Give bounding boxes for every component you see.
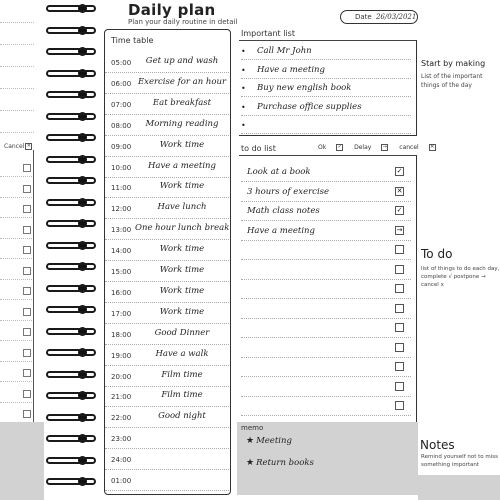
left-page-checkbox[interactable] [23,369,31,377]
time-slot: 11:00 [111,184,132,193]
notes-side-title: Notes [420,438,455,452]
bullet-icon: • [241,121,246,130]
memo-item-text: Meeting [256,436,292,446]
bullet-icon: • [241,102,246,112]
left-page-checkbox[interactable] [23,185,31,193]
todo-status-checkbox[interactable] [395,245,404,254]
time-table-row[interactable] [105,345,229,366]
time-table-row[interactable] [105,115,229,136]
time-table-title: Time table [111,36,154,45]
left-page-line [0,66,34,67]
time-slot: 21:00 [111,393,132,402]
left-page-divider [33,150,34,422]
todo-list-item[interactable] [241,279,411,299]
bullet-icon: • [241,84,246,93]
legend-cancel: cancel ✕ [399,144,435,151]
left-page-line [0,110,34,111]
important-list-item[interactable] [241,116,411,134]
star-icon: ★ [246,458,255,468]
important-item-text: Have a meeting [257,64,325,75]
spiral-wire [46,457,96,464]
left-page-checkbox[interactable] [23,308,31,316]
spiral-wire [46,70,96,77]
spiral-coil [40,368,102,382]
activity-text: Work time [159,181,205,192]
spiral-wire [46,156,96,163]
activity-text: Work time [159,265,205,275]
date-field[interactable] [340,10,418,24]
spiral-wire [46,199,96,206]
todo-list-item[interactable] [241,162,411,182]
time-table-row[interactable] [105,282,229,303]
left-page-checkbox[interactable] [23,328,31,336]
todo-status-checkbox[interactable] [395,343,404,352]
activity-text: Work time [159,139,205,150]
left-page-line [0,258,34,259]
important-list-frame-bottom [239,135,417,136]
time-slot: 06:00 [111,79,132,88]
time-slot: 18:00 [111,330,132,339]
start-side-description: List of the important things of the day [421,73,483,89]
activity-text: Film time [161,390,203,401]
important-list-header-line [239,40,417,41]
time-table-row[interactable] [105,324,229,345]
time-table-row[interactable] [105,240,229,261]
legend-ok: Ok ✓ [318,144,342,151]
date-value: 26/03/2021 [375,13,417,21]
activity-text: Have a walk [155,348,209,359]
time-table-row[interactable] [105,407,229,428]
memo-item-text: Return books [256,458,314,468]
spiral-wire [46,134,96,141]
left-page-line [0,132,34,133]
time-slot: 24:00 [111,456,132,465]
spiral-coil [40,346,102,360]
page-subtitle: Plan your daily routine in detail [128,18,238,26]
important-list-item[interactable] [241,61,411,79]
spiral-coil [40,260,102,274]
todo-list-frame-right [416,156,417,422]
todo-status-checkbox[interactable] [395,382,404,391]
left-page-checkbox[interactable] [23,390,31,398]
todo-status-checkbox[interactable] [395,265,404,274]
todo-list-item[interactable] [241,182,411,202]
todo-status-checkbox[interactable] [395,362,404,371]
left-page-memo-area [0,422,44,500]
spiral-wire [46,91,96,98]
time-slot: 09:00 [111,142,132,151]
spiral-coil [40,88,102,102]
time-slot: 08:00 [111,121,132,130]
todo-status-checkbox[interactable] [395,304,404,313]
activity-text: Morning reading [145,118,219,129]
activity-text: One hour lunch break [135,223,230,234]
activity-text: Good Dinner [154,327,210,338]
left-page-checkbox[interactable] [23,164,31,172]
spiral-coil [40,67,102,81]
left-page-checkbox[interactable] [23,226,31,234]
time-table-row[interactable] [105,157,229,178]
spiral-wire [46,349,96,356]
todo-list-item[interactable] [241,221,411,241]
spiral-coil [40,2,102,16]
cancel-x-icon: ✕ [430,144,435,150]
left-page-line [0,197,34,198]
time-slot: 12:00 [111,205,132,214]
spiral-wire [46,177,96,184]
spiral-wire [46,220,96,227]
bullet-icon: • [241,65,246,75]
time-table-row[interactable] [105,261,229,282]
todo-list-item[interactable] [241,377,411,397]
activity-text: Have lunch [157,202,207,213]
ok-check-icon: ✓ [337,144,342,150]
time-table-row[interactable] [105,303,229,324]
spiral-coil [40,45,102,59]
time-slot: 17:00 [111,309,132,318]
todo-legend [318,144,445,151]
spiral-coil [40,196,102,210]
todo-status-checkbox[interactable] [395,284,404,293]
time-slot: 22:00 [111,414,132,423]
todo-list-title: to do list [241,144,276,153]
activity-text: Work time [159,306,205,317]
spiral-coil [40,110,102,124]
date-label: Date [355,13,372,21]
start-side-title: Start by making [421,59,486,68]
left-page-line [0,44,34,45]
activity-text: Work time [159,244,205,255]
delay-arrow-icon: → [382,144,387,150]
legend-delay: Delay → [354,144,387,151]
time-table-row[interactable] [105,52,229,73]
left-cancel-legend [4,143,32,150]
time-slot: 07:00 [111,100,132,109]
left-page-line [0,279,34,280]
todo-status-checkbox[interactable]: ✕ [396,186,403,195]
spiral-coil [40,411,102,425]
spiral-wire [46,27,96,34]
left-page-line [0,176,34,177]
spiral-coil [40,432,102,446]
time-table-row[interactable] [105,470,229,491]
important-list-frame-right [416,40,417,136]
todo-list-item[interactable] [241,318,411,338]
important-item-text: Call Mr John [257,46,312,56]
activity-text: Get up and wash [145,56,219,66]
todo-side-description: list of things to do each day, complete √ postpone → cancel x [421,266,500,288]
spiral-coil [40,325,102,339]
time-table-row[interactable] [105,136,229,157]
time-slot: 13:00 [111,226,132,235]
spiral-wire [46,414,96,421]
time-table-row[interactable] [105,428,229,449]
time-table [104,29,231,495]
todo-side-title: To do [421,247,453,261]
todo-item-text: 3 hours of exercise [247,186,330,197]
time-slot: 19:00 [111,351,132,360]
left-page-checkbox[interactable] [23,349,31,357]
spiral-wire [46,285,96,292]
important-list-item[interactable] [241,98,411,116]
spiral-coil [40,217,102,231]
spiral-wire [46,48,96,55]
spiral-coil [40,24,102,38]
memo-item[interactable] [246,458,314,468]
activity-text: Exercise for an hour [137,76,227,87]
left-page-checkbox[interactable] [23,287,31,295]
left-page-line [0,299,34,300]
todo-list-item[interactable] [241,396,411,416]
left-page-line [0,238,34,239]
todo-list-item[interactable] [241,299,411,319]
time-slot: 20:00 [111,372,132,381]
spiral-wire [46,306,96,313]
spiral-wire [46,328,96,335]
spiral-wire [46,263,96,270]
todo-list-item[interactable] [241,201,411,221]
left-page-line [0,361,34,362]
time-table-row[interactable] [105,94,229,115]
time-table-row[interactable] [105,177,229,198]
left-page-line [0,88,34,89]
important-list-item[interactable] [241,79,411,97]
important-list-item[interactable] [241,42,411,60]
left-page-line [0,22,34,23]
time-table-row[interactable] [105,386,229,407]
left-page-checkbox[interactable] [23,246,31,254]
todo-status-checkbox[interactable] [395,401,404,410]
todo-item-text: Look at a book [247,167,311,177]
activity-text: Have a meeting [148,160,216,171]
time-slot: 01:00 [111,477,132,485]
left-page-line [0,340,34,341]
left-page-line [0,381,34,382]
activity-text: Work time [159,285,205,296]
bullet-icon: • [241,47,246,56]
spiral-coil [40,153,102,167]
spiral-wire [46,371,96,378]
time-table-row[interactable] [105,73,229,94]
todo-list-item[interactable] [241,260,411,280]
left-page-line [0,320,34,321]
spiral-wire [46,435,96,442]
time-slot: 14:00 [111,247,132,256]
time-table-row[interactable] [105,219,229,240]
todo-list-item[interactable] [241,357,411,377]
time-slot: 16:00 [111,288,132,297]
spiral-coil [40,454,102,468]
todo-list-item[interactable] [241,338,411,358]
time-slot: 23:00 [111,435,132,444]
time-slot: 15:00 [111,268,132,276]
left-page-checkbox[interactable] [23,410,31,418]
time-table-row[interactable] [105,449,229,470]
star-icon: ★ [246,436,255,446]
cancel-x-icon: ✕ [26,143,31,149]
left-cancel-label: Cancel [4,143,25,150]
todo-status-checkbox[interactable]: ✓ [396,206,403,214]
time-slot: 10:00 [111,163,132,172]
spiral-coil [40,131,102,145]
spiral-coil [40,475,102,489]
memo-title: memo [241,424,264,432]
spiral-coil [40,239,102,253]
spiral-wire [46,5,96,12]
important-item-text: Purchase office supplies [257,101,362,112]
spiral-coil [40,303,102,317]
time-table-row[interactable] [105,198,229,219]
left-page-checkbox[interactable] [23,205,31,213]
spiral-wire [46,478,96,485]
time-slot: 05:00 [111,59,132,67]
activity-text: Film time [161,369,203,380]
todo-list-header-line [239,155,417,156]
todo-status-checkbox[interactable]: ✓ [396,167,403,175]
page-title: Daily plan [128,1,216,19]
activity-text: Good night [158,411,206,422]
spiral-coil [40,174,102,188]
todo-status-checkbox[interactable]: → [396,225,403,234]
important-list-title: Important list [241,29,295,38]
todo-status-checkbox[interactable] [395,323,404,332]
spiral-coil [40,389,102,403]
time-table-row[interactable] [105,366,229,387]
memo-item[interactable] [246,436,292,446]
todo-item-text: Have a meeting [247,225,315,236]
spiral-wire [46,242,96,249]
notes-side-description: Remind yourself not to miss something important [421,454,499,468]
left-page-line [0,402,34,403]
spiral-wire [46,113,96,120]
spiral-coil [40,282,102,296]
spiral-wire [46,392,96,399]
notes-footer-band [418,475,500,500]
todo-list-item[interactable] [241,240,411,260]
left-page-checkbox[interactable] [23,267,31,275]
activity-text: Eat breakfast [152,97,212,108]
important-item-text: Buy new english book [257,83,352,93]
left-page-line [0,217,34,218]
spiral-binding [40,0,102,500]
todo-item-text: Math class notes [247,206,320,216]
